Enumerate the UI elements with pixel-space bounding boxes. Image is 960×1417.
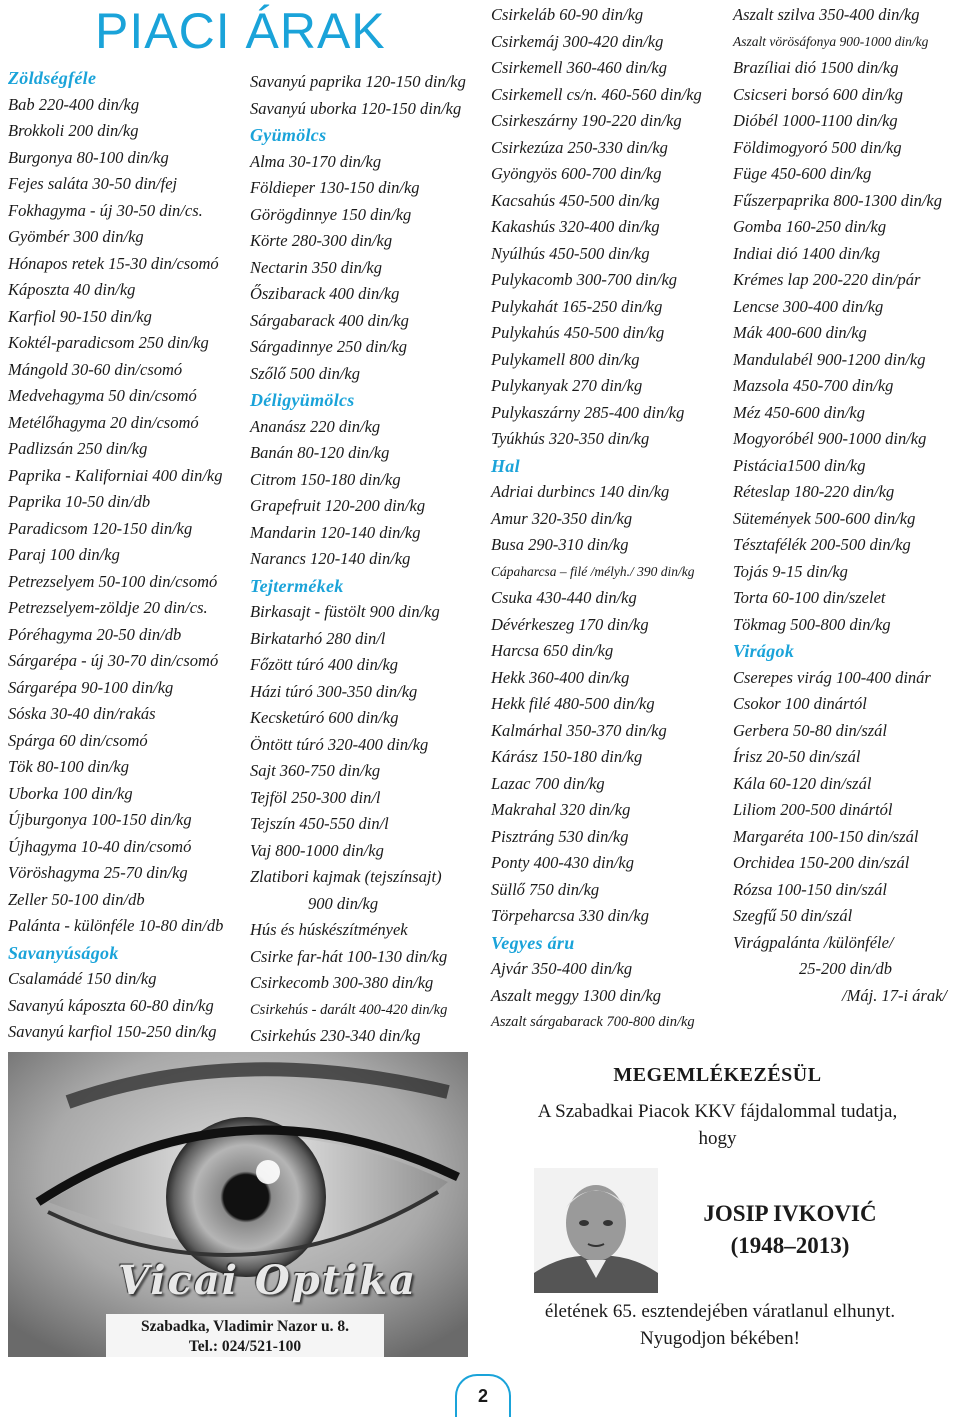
price-line: Csokor 100 dinártól (733, 694, 867, 713)
price-line: Cserepes virág 100-400 dinár (733, 667, 931, 687)
price-line: Tökmag 500-800 din/kg (733, 614, 891, 634)
price-line: Fokhagyma - új 30-50 din/cs. (8, 200, 203, 220)
category-heading: Hal (491, 455, 520, 476)
price-line: Savanyú uborka 120-150 din/kg (250, 98, 462, 118)
price-line: Liliom 200-500 dinártól (733, 800, 893, 819)
memorial-footer-line1: életének 65. esztendejében váratlanul elhunyt. (544, 1301, 896, 1322)
price-line: Görögdinnye 150 din/kg (250, 204, 412, 224)
category-heading: Savanyúságok (8, 942, 119, 963)
price-line: Földieper 130-150 din/kg (250, 178, 420, 197)
price-line: Aszalt szilva 350-400 din/kg (733, 5, 920, 24)
price-line: Körte 280-300 din/kg (250, 231, 393, 250)
price-line: Spárga 60 din/csomó (8, 730, 148, 750)
price-line: Tök 80-100 din/kg (8, 757, 129, 776)
memorial-name-block (660, 1198, 920, 1262)
price-line: Mák 400-600 din/kg (733, 323, 867, 342)
price-line: Aszalt sárgabarack 700-800 din/kg (491, 1014, 695, 1030)
price-line: Ananász 220 din/kg (250, 416, 381, 436)
price-line: Méz 450-600 din/kg (733, 402, 865, 422)
price-line: Busa 290-310 din/kg (491, 535, 629, 554)
price-line: Törpeharcsa 330 din/kg (491, 906, 649, 925)
price-line: Csirkehús - darált 400-420 din/kg (250, 1001, 448, 1018)
price-line: Adriai durbincs 140 din/kg (491, 482, 670, 501)
price-line: Aszalt vörösáfonya 900-1000 din/kg (733, 33, 929, 49)
memorial-intro-line1: A Szabadkai Piacok KKV fájdalommal tudatja, (537, 1101, 898, 1122)
price-line: Fejes saláta 30-50 din/fej (8, 174, 178, 193)
memorial-name: JOSIP IVKOVIĆ (703, 1201, 877, 1226)
category-heading: Vegyes áru (491, 932, 575, 953)
price-line: Gerbera 50-80 din/szál (733, 720, 887, 740)
price-line: Sajt 360-750 din/kg (250, 761, 381, 780)
price-column-1 (8, 65, 238, 1046)
price-line: Cápaharcsa – filé /mélyh./ 390 din/kg (491, 563, 695, 579)
price-line: Csirkehús 230-340 din/kg (250, 1026, 421, 1045)
price-column-4 (733, 2, 955, 1009)
price-line: Rózsa 100-150 din/szál (733, 879, 888, 899)
price-line: Kárász 150-180 din/kg (491, 747, 643, 766)
price-line: Ajvár 350-400 din/kg (491, 959, 633, 978)
price-line: Szőlő 500 din/kg (250, 363, 360, 383)
price-line: Csirke far-hát 100-130 din/kg (250, 946, 448, 966)
price-line: Sárgabarack 400 din/kg (250, 310, 409, 330)
price-line: Pulykaszárny 285-400 din/kg (491, 402, 685, 422)
price-line: Tejföl 250-300 din/l (250, 787, 381, 807)
price-line: Paradicsom 120-150 din/kg (8, 518, 193, 538)
price-line: Írisz 20-50 din/szál (733, 747, 861, 766)
price-line: Dióbél 1000-1100 din/kg (733, 111, 898, 130)
portrait-photo (534, 1168, 658, 1293)
price-line: Amur 320-350 din/kg (491, 508, 633, 528)
optics-advertisement (8, 1052, 468, 1357)
price-line: Metélőhagyma 20 din/csomó (8, 412, 199, 432)
price-line: Öntött túró 320-400 din/kg (250, 734, 429, 754)
price-line: Újburgonya 100-150 din/kg (8, 810, 192, 829)
optics-phone: Tel.: 024/521-100 (188, 1338, 302, 1355)
price-line: 25-200 din/db (799, 959, 893, 978)
price-line: Nectarin 350 din/kg (250, 257, 382, 277)
price-line: Csalamádé 150 din/kg (8, 969, 157, 988)
price-line: Kecsketúró 600 din/kg (250, 708, 399, 727)
eye-photo (8, 1052, 468, 1357)
price-line: Nyúlhús 450-500 din/kg (491, 243, 650, 263)
price-line: Házi túró 300-350 din/kg (250, 681, 418, 701)
price-line: Pistácia1500 din/kg (733, 455, 866, 475)
price-line: Csirkemáj 300-420 din/kg (491, 31, 664, 51)
price-line: Csirkeszárny 190-220 din/kg (491, 111, 682, 130)
price-line: 900 din/kg (308, 893, 379, 913)
price-line: Fűszerpaprika 800-1300 din/kg (733, 190, 942, 210)
price-line: Sóska 30-40 din/rakás (8, 704, 156, 723)
optics-address-box (106, 1314, 384, 1357)
price-line: Újhagyma 10-40 din/csomó (8, 836, 192, 856)
price-line: Petrezselyem-zöldje 20 din/cs. (8, 598, 208, 617)
price-line: Citrom 150-180 din/kg (250, 469, 401, 489)
memorial-portrait (534, 1168, 658, 1293)
price-line: Pisztráng 530 din/kg (491, 826, 629, 846)
price-line: Pulykahát 165-250 din/kg (491, 296, 663, 316)
price-line: Kalmárhal 350-370 din/kg (491, 720, 667, 740)
price-line: Birkatarhó 280 din/l (250, 628, 386, 648)
price-line: Medvehagyma 50 din/csomó (8, 386, 197, 405)
optics-address: Szabadka, Vladimir Nazor u. 8. (141, 1318, 349, 1335)
price-line: Narancs 120-140 din/kg (250, 549, 411, 568)
price-line: Palánta - különféle 10-80 din/db (8, 916, 224, 935)
price-line: Vöröshagyma 25-70 din/kg (8, 863, 188, 882)
price-line: Bab 220-400 din/kg (8, 94, 140, 114)
price-line: Vaj 800-1000 din/kg (250, 840, 384, 860)
price-line: Lazac 700 din/kg (491, 773, 605, 793)
price-line: Makrahal 320 din/kg (491, 800, 631, 819)
category-heading: Zöldségféle (8, 68, 97, 88)
price-line: Savanyú karfiol 150-250 din/kg (8, 1022, 217, 1041)
category-heading: Déligyümölcs (250, 390, 355, 410)
price-line: Indiai dió 1400 din/kg (733, 243, 881, 263)
memorial-intro (480, 1098, 955, 1152)
price-line: Füge 450-600 din/kg (733, 164, 872, 183)
price-line: Csirkemell 360-460 din/kg (491, 58, 667, 77)
optics-logo: Vicai Optika (118, 1257, 418, 1304)
price-line: Sárgarépa - új 30-70 din/csomó (8, 651, 219, 670)
price-line: Tésztafélék 200-500 din/kg (733, 535, 911, 554)
price-line: Hekk 360-400 din/kg (491, 667, 630, 687)
price-line: Csirkecomb 300-380 din/kg (250, 973, 434, 992)
price-line: Gyöngyös 600-700 din/kg (491, 164, 662, 183)
price-line: Csicseri borsó 600 din/kg (733, 84, 904, 104)
price-line: Grapefruit 120-200 din/kg (250, 496, 426, 515)
price-line: Paprika 10-50 din/db (8, 492, 151, 511)
price-line: Paraj 100 din/kg (8, 545, 120, 564)
price-line: Hekk filé 480-500 din/kg (491, 694, 655, 713)
price-line: Hónapos retek 15-30 din/csomó (8, 253, 219, 273)
price-line: Csirkemell cs/n. 460-560 din/kg (491, 84, 702, 104)
price-line: Tojás 9-15 din/kg (733, 561, 848, 581)
memorial-footer-line2: Nyugodjon békében! (640, 1328, 800, 1349)
price-line: Banán 80-120 din/kg (250, 443, 390, 462)
price-line: Kacsahús 450-500 din/kg (491, 190, 660, 210)
price-line: Brokkoli 200 din/kg (8, 121, 139, 140)
category-heading: Tejtermékek (250, 575, 344, 596)
price-line: Sárgadinnye 250 din/kg (250, 337, 408, 356)
price-line: Alma 30-170 din/kg (250, 151, 382, 171)
price-line: Gyömbér 300 din/kg (8, 227, 144, 246)
price-line: Sárgarépa 90-100 din/kg (8, 677, 174, 697)
page-title: PIACI ÁRAK (95, 3, 386, 59)
price-line: Ponty 400-430 din/kg (491, 853, 634, 872)
price-line: Póréhagyma 20-50 din/db (8, 624, 182, 644)
price-line: Orchidea 150-200 din/szál (733, 853, 910, 872)
price-line: Padlizsán 250 din/kg (8, 439, 148, 458)
price-column-2 (250, 69, 480, 1050)
price-line: Margaréta 100-150 din/szál (733, 826, 919, 846)
price-line: Süllő 750 din/kg (491, 879, 600, 899)
price-column-3 (491, 2, 723, 1036)
price-line: Tyúkhús 320-350 din/kg (491, 429, 650, 448)
price-line: Savanyú káposzta 60-80 din/kg (8, 995, 214, 1015)
price-line: Pulykacomb 300-700 din/kg (491, 270, 678, 289)
price-line: Zlatibori kajmak (tejszínsajt) (250, 867, 442, 886)
price-line: Koktél-paradicsom 250 din/kg (8, 333, 209, 352)
price-line: Csirkezúza 250-330 din/kg (491, 137, 668, 157)
price-line: Réteslap 180-220 din/kg (733, 482, 895, 501)
price-line: Paprika - Kaliforniai 400 din/kg (8, 465, 223, 485)
category-heading: Gyümölcs (250, 125, 327, 145)
price-line: Csirkeláb 60-90 din/kg (491, 5, 644, 24)
memorial-years: (1948–2013) (730, 1233, 850, 1258)
price-line: Mazsola 450-700 din/kg (733, 376, 894, 395)
price-line: Pulykamell 800 din/kg (491, 349, 640, 369)
price-line: Zeller 50-100 din/db (8, 889, 145, 909)
price-line: Pulykahús 450-500 din/kg (491, 323, 665, 342)
price-line: Petrezselyem 50-100 din/csomó (8, 571, 218, 591)
price-line: Pulykanyak 270 din/kg (491, 376, 643, 395)
price-line: Tejszín 450-550 din/l (250, 814, 389, 833)
price-line: Mángold 30-60 din/csomó (8, 359, 183, 379)
price-line: Karfiol 90-150 din/kg (8, 306, 152, 326)
price-line: Torta 60-100 din/szelet (733, 588, 886, 607)
price-line: Krémes lap 200-220 din/pár (733, 270, 921, 289)
price-line: /Máj. 17-i árak/ (842, 985, 947, 1005)
price-line: Lencse 300-400 din/kg (733, 296, 884, 316)
price-line: Káposzta 40 din/kg (8, 280, 136, 299)
price-line: Földimogyoró 500 din/kg (733, 137, 902, 157)
price-line: Virágpalánta /különféle/ (733, 932, 894, 952)
price-line: Kála 60-120 din/szál (733, 773, 872, 793)
price-line: Csuka 430-440 din/kg (491, 588, 637, 607)
price-line: Aszalt meggy 1300 din/kg (491, 985, 662, 1005)
price-line: Burgonya 80-100 din/kg (8, 147, 169, 167)
price-line: Sütemények 500-600 din/kg (733, 508, 916, 528)
price-line: Kakashús 320-400 din/kg (491, 217, 660, 236)
price-line: Mogyoróbél 900-1000 din/kg (733, 429, 927, 448)
price-line: Birkasajt - füstölt 900 din/kg (250, 602, 440, 621)
price-line: Dévérkeszeg 170 din/kg (491, 614, 649, 634)
price-line: Mandulabél 900-1200 din/kg (733, 349, 926, 369)
price-line: Savanyú paprika 120-150 din/kg (250, 72, 466, 91)
price-line: Hús és húskészítmények (250, 920, 408, 939)
category-heading: Virágok (733, 641, 795, 661)
memorial-footer (500, 1298, 940, 1352)
memorial-intro-line2: hogy (698, 1128, 737, 1149)
memorial-title: MEGEMLÉKEZÉSÜL (613, 1064, 822, 1086)
price-line: Főzött túró 400 din/kg (250, 655, 399, 674)
price-line: Gomba 160-250 din/kg (733, 217, 887, 236)
price-line: Brazíliai dió 1500 din/kg (733, 58, 899, 77)
price-line: Harcsa 650 din/kg (491, 641, 614, 660)
page-number: 2 (455, 1374, 511, 1417)
price-line: Szegfű 50 din/szál (733, 906, 853, 925)
price-line: Mandarin 120-140 din/kg (250, 522, 421, 542)
price-line: Uborka 100 din/kg (8, 783, 133, 803)
price-line: Őszibarack 400 din/kg (250, 284, 400, 303)
